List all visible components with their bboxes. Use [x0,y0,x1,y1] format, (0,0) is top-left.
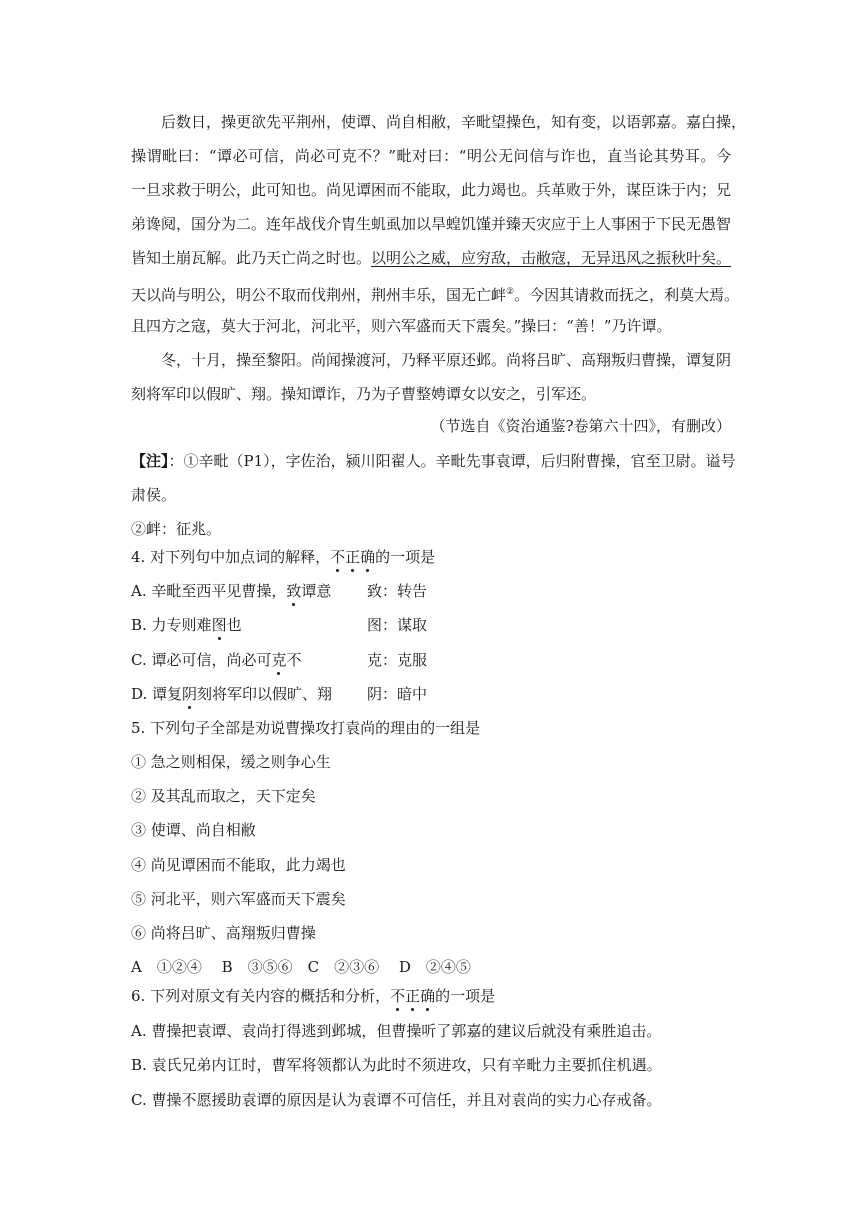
passage-line: 一旦求救于明公，此可知也。尚见谭困而不能取，此力竭也。兵革败于外，谋臣诛于内；兄 [131,181,732,199]
q5-item: ⑤ 河北平，则六军盛而天下震矣 [131,890,346,908]
dotted-char: 正 [405,987,421,1005]
passage-line: 且四方之寇，莫大于河北，河北平，则六军盛而天下震矣。”操曰：“善！”乃许谭。 [131,317,672,335]
option-gloss: 致：转告 [367,582,428,600]
passage-text: 皆知土崩瓦解。此乃天亡尚之时也。 [131,249,372,267]
question-4-stem [131,547,731,567]
q5-item: ⑥ 尚将吕旷、高翔叛归曹操 [131,924,316,942]
dotted-char: 确 [420,987,436,1005]
dotted-char: 图 [211,616,227,634]
note-line: 肃侯。 [131,486,177,504]
stem-text: 4. 对下列句中加点词的解释， [131,548,331,566]
q5-item: ① 急之则相保，缓之则争心生 [131,753,331,771]
dotted-char: 不 [390,987,406,1005]
question-5-stem: 5. 下列句子全部是劝说曹操攻打袁尚的理由的一组是 [131,719,481,737]
passage-line: 冬，十月，操至黎阳。尚闻操渡河，乃释平原还邺。尚将吕旷、高翔叛归曹操，谭复阴 [161,351,732,369]
underlined-sentence: 以明公之威，应穷敌，击敝寇，无异迅风之振秋叶矣。 [371,249,732,267]
option-gloss: 图：谋取 [367,616,428,634]
note-line: ②衅：征兆。 [131,520,222,538]
q5-item: ② 及其乱而取之，天下定矣 [131,787,316,805]
q5-item: ③ 使谭、尚自相敝 [131,821,256,839]
q4-option-b [131,615,731,635]
passage-line [131,248,731,268]
q6-option-a: A. 曹操把袁谭、袁尚打得逃到邺城，但曹操听了郭嘉的建议后就没有乘胜追击。 [131,1022,662,1040]
q4-option-d [131,684,731,704]
q5-item: ④ 尚见谭困而不能取，此力竭也 [131,856,346,874]
passage-text: 。今因其请救而抚之，利莫大焉。 [514,286,740,304]
passage-line: 后数日，操更欲先平荆州，使谭、尚自相敝，辛毗望操色，知有变，以语郭嘉。嘉白操， [161,113,747,131]
passage-line: 弟谗阋，国分为二。连年战伐介胄生虮虱加以旱蝗饥馑并臻天灾应于上人事困于下民无愚智 [131,215,732,233]
dotted-char: 致 [286,582,302,600]
question-6-stem [131,986,731,1006]
note-label: 【注】 [131,452,169,470]
option-text: 不 [286,651,302,669]
q4-option-c [131,650,731,670]
option-text: C. 谭必可信，尚必可 [131,651,272,669]
stem-text: 的一项是 [435,987,496,1005]
source-citation: （节选自《资治通鉴?卷第六十四》，有删改） [430,417,731,435]
note-text: ：①辛毗（P1），字佐治，颍川阳翟人。辛毗先事袁谭，后归附曹操，官至卫尉。谥号 [168,452,736,470]
dotted-char: 确 [360,548,376,566]
option-text: 刻将军印以假旷、翔 [197,685,333,703]
dotted-char: 克 [271,651,287,669]
passage-line: 刻将军印以假旷、翔。操知谭诈，乃为子曹整娉谭女以安之，引军还。 [131,385,597,403]
stem-text: 的一项是 [375,548,436,566]
option-gloss: 克：克服 [367,651,428,669]
option-text: D. 谭复 [131,685,183,703]
footnote-marker: ② [506,287,515,297]
passage-line [131,282,740,305]
passage-text: 天以尚与明公，明公不取而伐荆州，荆州丰乐，国无亡衅 [131,286,507,304]
option-text: B. 力专则难 [131,616,212,634]
dotted-char: 正 [345,548,361,566]
note-line [131,451,736,471]
option-text: 也 [226,616,242,634]
q6-option-c: C. 曹操不愿援助袁谭的原因是认为袁谭不可信任，并且对袁尚的实力心存戒备。 [131,1091,662,1109]
stem-text: 6. 下列对原文有关内容的概括和分析， [131,987,391,1005]
dotted-char: 阴 [182,685,198,703]
option-text: A. 辛毗至西平见曹操， [131,582,287,600]
passage-line: 操谓毗曰：“谭必可信，尚必可克不？”毗对曰：“明公无问信与诈也，直当论其势耳。今 [131,147,731,165]
option-gloss: 阴：暗中 [367,685,428,703]
q5-choices: A ①②④ B ③⑤⑥ C ②③⑥ D ②④⑤ [131,958,471,976]
option-text: 谭意 [301,582,332,600]
q4-option-a [131,581,731,601]
q6-option-b: B. 袁氏兄弟内讧时，曹军将领都认为此时不须进攻，只有辛毗力主要抓住机遇。 [131,1056,662,1074]
dotted-char: 不 [330,548,346,566]
